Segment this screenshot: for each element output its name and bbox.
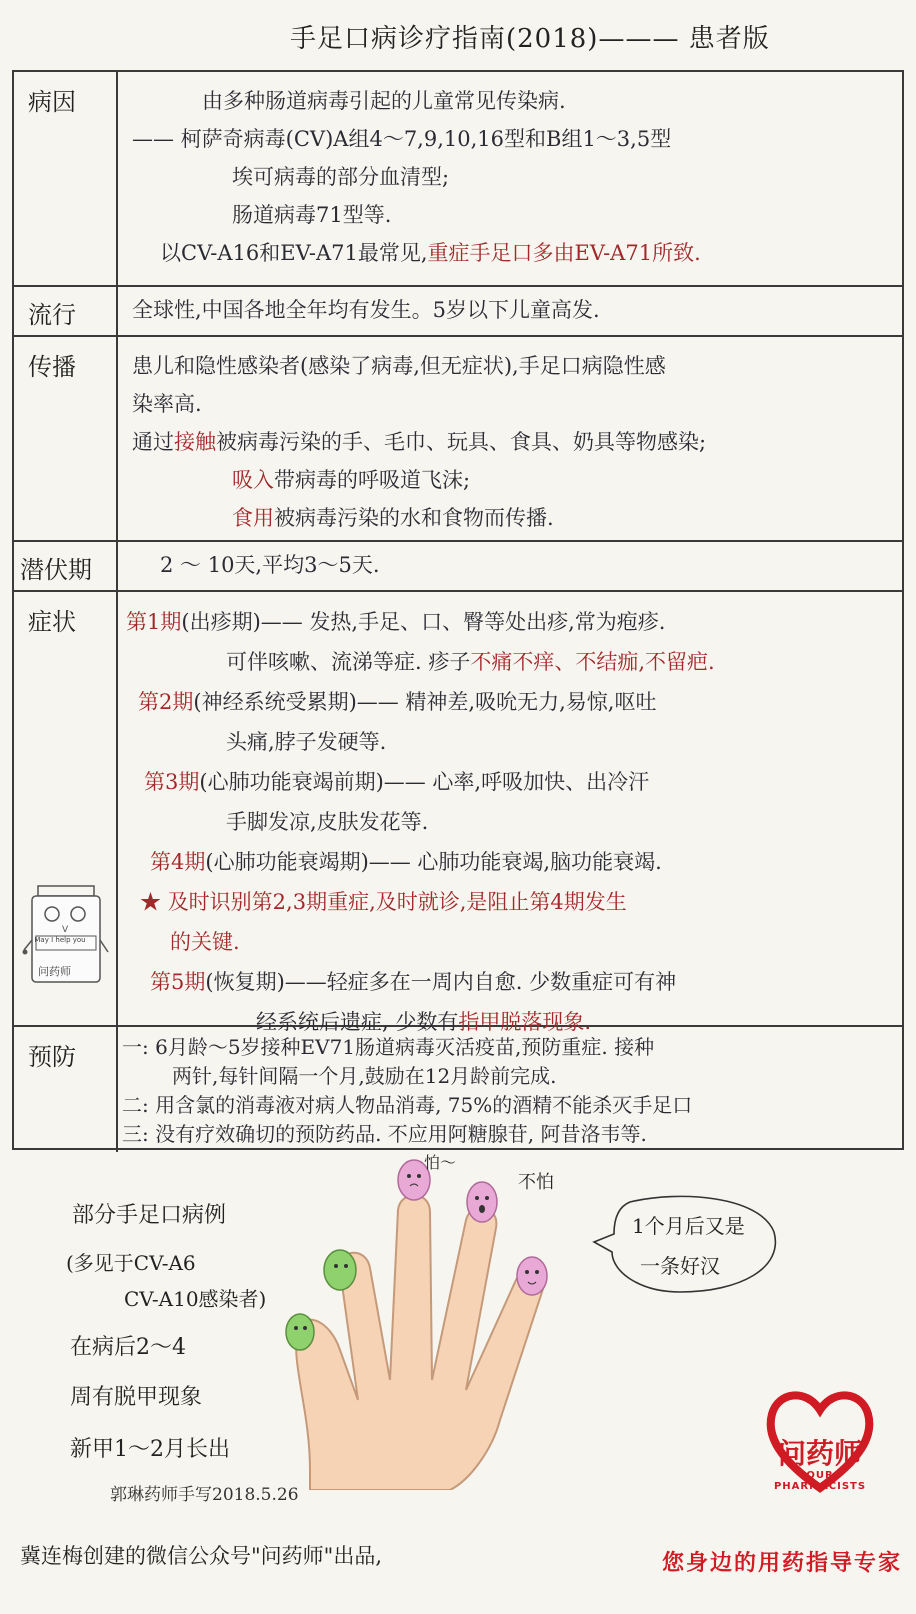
- stage-2-desc: (神经系统受累期)—— 精神差,吸吮无力,易惊,呕吐: [193, 690, 657, 714]
- label-incubation: 潜伏期: [20, 556, 92, 584]
- bubble-line-1: 1个月后又是: [632, 1214, 745, 1238]
- note-6: 新甲1～2月长出: [70, 1437, 230, 1462]
- stage-3-more: 手脚发凉,皮肤发花等.: [226, 810, 429, 834]
- stage-1-cont: 可伴咳嗽、流涕等症. 疹子: [226, 650, 471, 674]
- page-title: 手足口病诊疗指南(2018)——— 患者版: [290, 24, 770, 54]
- speech-bubble-icon: [590, 1192, 790, 1302]
- label-spread: 传播: [28, 353, 76, 381]
- note-2: (多见于CV-A6: [66, 1251, 196, 1275]
- note-1: 部分手足口病例: [72, 1203, 227, 1228]
- epidemic-line-1: 全球性,中国各地全年均有发生。5岁以下儿童高发.: [132, 298, 600, 322]
- spread-line-4: [132, 461, 892, 499]
- stage-1-desc: (出疹期)—— 发热,手足、口、臀等处出疹,常为疱疹.: [181, 610, 666, 634]
- spread-inhale-desc: 带病毒的呼吸道飞沫;: [274, 468, 471, 492]
- key-point-more: 的关键.: [170, 930, 240, 954]
- robot-name: 问药师: [38, 965, 71, 978]
- row-incubation: [14, 542, 902, 592]
- stage-5-nail-note: 指甲脱落现象.: [458, 1010, 592, 1034]
- signature: 郭琳药师手写2018.5.26: [110, 1485, 299, 1505]
- not-afraid-label: 不怕: [518, 1172, 554, 1193]
- stage-4-title: 第4期: [150, 850, 206, 874]
- spread-line-3: [132, 423, 892, 461]
- stage-5-title: 第5期: [150, 970, 206, 994]
- row-cause: [14, 72, 902, 287]
- stage-5: [126, 962, 892, 1002]
- prevention-2: 二: 用含氯的消毒液对病人物品消毒, 75%的酒精不能杀灭手足口: [122, 1093, 693, 1117]
- hand-illustration-icon: [270, 1150, 610, 1490]
- stage-2-title: 第2期: [138, 690, 194, 714]
- row-epidemic: [14, 287, 902, 337]
- prevention-3: 三: 没有疗效确切的预防药品. 不应用阿糖腺苷, 阿昔洛韦等.: [122, 1122, 647, 1146]
- logo-subtext: OUR PHARMACISTS: [773, 1470, 867, 1492]
- cause-line-4: 肠道病毒71型等.: [232, 203, 392, 227]
- cause-line-3: 埃可病毒的部分血清型;: [232, 165, 450, 189]
- bubble-line-2: 一条好汉: [640, 1254, 720, 1278]
- spread-eat: 食用: [232, 506, 274, 530]
- cause-common-types: 以CV-A16和EV-A71最常见,: [160, 241, 428, 265]
- robot-letter: V: [62, 925, 69, 935]
- spread-contact-desc: 被病毒污染的手、毛巾、玩具、食具、奶具等物感染;: [216, 430, 707, 454]
- slogan: 您身边的用药指导专家: [661, 1551, 902, 1576]
- label-prevention: 预防: [28, 1043, 76, 1071]
- spread-eat-desc: 被病毒污染的水和食物而传播.: [274, 506, 554, 530]
- stage-2: [126, 682, 892, 722]
- stage-1-rash-note: 不痛不痒、不结痂,不留疤.: [470, 650, 715, 674]
- spread-inhale: 吸入: [232, 468, 274, 492]
- stage-3-desc: (心肺功能衰竭前期)—— 心率,呼吸加快、出冷汗: [199, 770, 650, 794]
- note-5: 周有脱甲现象: [70, 1385, 203, 1410]
- stage-3-title: 第3期: [144, 770, 200, 794]
- prevention-1: 一: 6月龄～5岁接种EV71肠道病毒灭活疫苗,预防重症. 接种: [122, 1035, 655, 1059]
- cause-line-2: —— 柯萨奇病毒(CV)A组4～7,9,10,16型和B组1～3,5型: [132, 127, 672, 151]
- note-4: 在病后2～4: [70, 1335, 186, 1360]
- stage-1-title: 第1期: [126, 610, 182, 634]
- stage-1: [126, 602, 892, 642]
- key-point: [126, 882, 892, 922]
- row-prevention: [14, 1027, 902, 1152]
- cause-line-1: 由多种肠道病毒引起的儿童常见传染病.: [202, 89, 566, 113]
- spread-line-5: [132, 499, 892, 537]
- logo-text: 问药师: [777, 1437, 862, 1470]
- stage-4-desc: (心肺功能衰竭期)—— 心肺功能衰竭,脑功能衰竭.: [205, 850, 662, 874]
- row-spread: [14, 337, 902, 542]
- stage-2-more: 头痛,脖子发硬等.: [226, 730, 387, 754]
- robot-sign: May I help you: [34, 936, 86, 944]
- stage-3: [126, 762, 892, 802]
- label-epidemic: 流行: [28, 301, 76, 329]
- note-3: CV-A10感染者): [124, 1287, 267, 1311]
- spread-via: 通过: [132, 430, 174, 454]
- key-point-text: 及时识别第2,3期重症,及时就诊,是阻止第4期发生: [167, 890, 627, 914]
- prevention-1-more: 两针,每针间隔一个月,鼓励在12月龄前完成.: [172, 1064, 557, 1088]
- stage-5-desc: (恢复期)——轻症多在一周内自愈. 少数重症可有神: [205, 970, 677, 994]
- star-icon: ★: [140, 890, 161, 914]
- guide-table: [12, 70, 904, 1150]
- spread-line-1: 患儿和隐性感染者(感染了病毒,但无症状),手足口病隐性感: [132, 354, 666, 378]
- incubation-line-1: 2 ～ 10天,平均3～5天.: [160, 553, 380, 577]
- label-symptoms: 症状: [28, 608, 76, 636]
- label-cause: 病因: [28, 88, 76, 116]
- stage-4: [126, 842, 892, 882]
- stage-5-cont: 经系统后遗症, 少数有: [256, 1010, 459, 1034]
- cause-line-5: [132, 234, 892, 272]
- cause-severe-note: 重症手足口多由EV-A71所致.: [427, 241, 701, 265]
- spread-contact: 接触: [174, 430, 216, 454]
- afraid-label: 怕～: [424, 1153, 457, 1172]
- row-symptoms: [14, 592, 902, 1034]
- stage-1-more: [126, 642, 892, 682]
- spread-line-2: 染率高.: [132, 392, 202, 416]
- footer-credit: 冀连梅创建的微信公众号"问药师"出品,: [20, 1544, 382, 1568]
